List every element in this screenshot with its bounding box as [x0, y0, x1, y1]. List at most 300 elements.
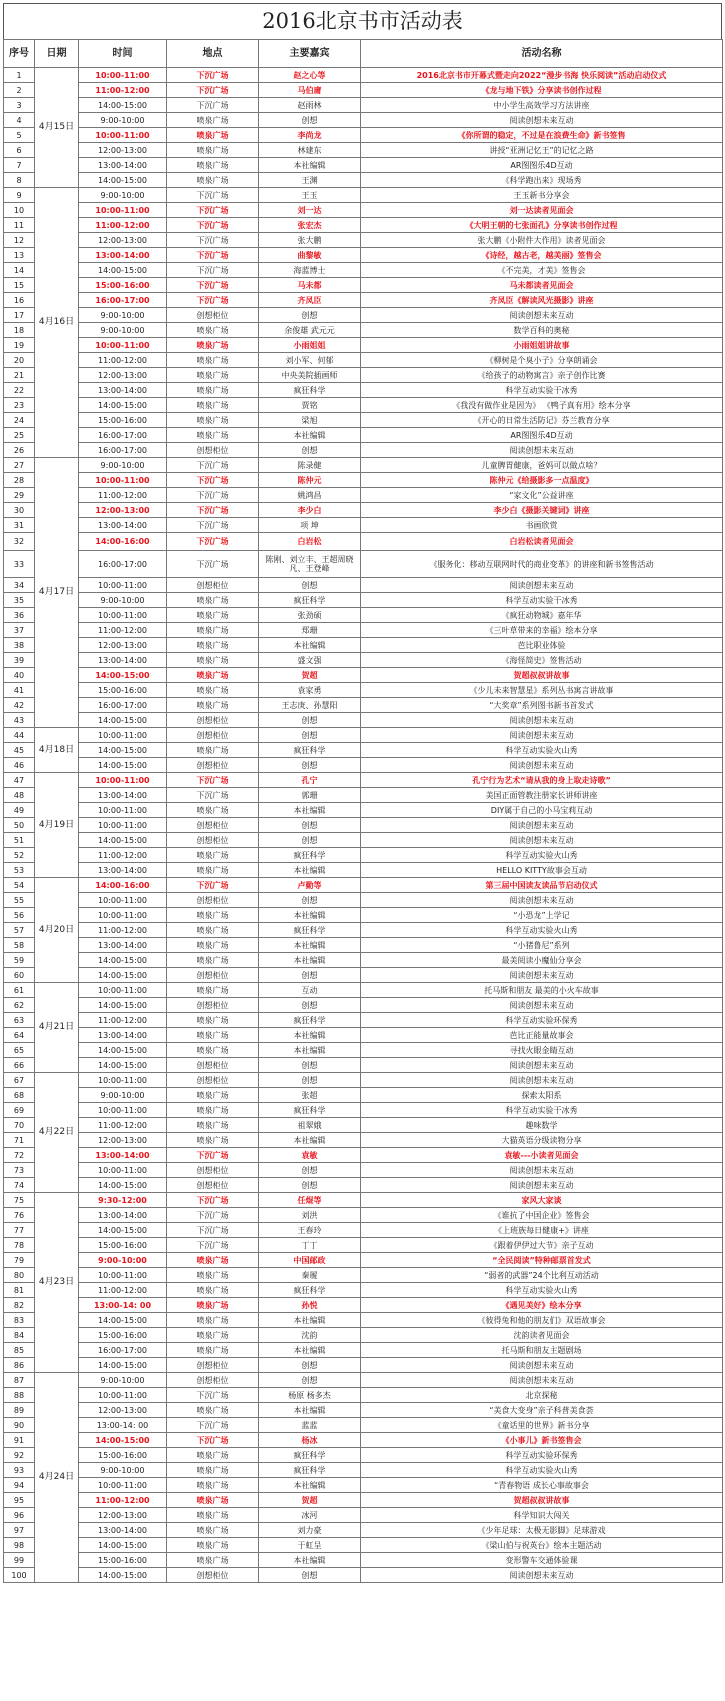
table-row — [4, 1148, 723, 1163]
seq-cell: 24 — [4, 413, 35, 428]
guest-cell: 王玉 — [259, 188, 361, 203]
time-cell: 14:00-15:00 — [79, 1313, 167, 1328]
place-cell: 喷泉广场 — [167, 1313, 259, 1328]
guest-cell: 杨冰 — [259, 1433, 361, 1448]
place-cell: 下沉广场 — [167, 1238, 259, 1253]
time-cell: 9:00-10:00 — [79, 308, 167, 323]
seq-cell: 48 — [4, 788, 35, 803]
time-cell: 14:00-15:00 — [79, 953, 167, 968]
seq-cell: 3 — [4, 98, 35, 113]
table-row — [4, 113, 723, 128]
time-cell: 15:00-16:00 — [79, 1238, 167, 1253]
guest-cell: 项 坤 — [259, 518, 361, 533]
seq-cell: 71 — [4, 1133, 35, 1148]
place-cell: 喷泉广场 — [167, 338, 259, 353]
activity-cell: 托马斯和朋友 最美的小火车故事 — [361, 983, 723, 998]
place-cell: 喷泉广场 — [167, 143, 259, 158]
activity-cell: “全民阅读”特种邮票首发式 — [361, 1253, 723, 1268]
table-row — [4, 293, 723, 308]
guest-cell: 袁敏 — [259, 1148, 361, 1163]
activity-cell: 讲授“亚洲记忆王”的记忆之路 — [361, 143, 723, 158]
seq-cell: 76 — [4, 1208, 35, 1223]
table-row — [4, 1058, 723, 1073]
seq-cell: 75 — [4, 1193, 35, 1208]
time-cell: 15:00-16:00 — [79, 413, 167, 428]
time-cell: 14:00-15:00 — [79, 1538, 167, 1553]
table-row — [4, 203, 723, 218]
place-cell: 喷泉广场 — [167, 353, 259, 368]
time-cell: 10:00-11:00 — [79, 1163, 167, 1178]
table-row — [4, 1343, 723, 1358]
activity-cell: 家风大家谈 — [361, 1193, 723, 1208]
time-cell: 15:00-16:00 — [79, 278, 167, 293]
activity-cell: 阅读创想未来互动 — [361, 758, 723, 773]
time-cell: 13:00-14:00 — [79, 1208, 167, 1223]
time-cell: 10:00-11:00 — [79, 818, 167, 833]
place-cell: 创想柜位 — [167, 968, 259, 983]
time-cell: 10:00-11:00 — [79, 893, 167, 908]
time-cell: 10:00-11:00 — [79, 128, 167, 143]
table-row — [4, 1073, 723, 1088]
time-cell: 10:00-11:00 — [79, 608, 167, 623]
table-row — [4, 1463, 723, 1478]
guest-cell: 本社编辑 — [259, 1403, 361, 1418]
table-row — [4, 518, 723, 533]
guest-cell: 疯狂科学 — [259, 1103, 361, 1118]
guest-cell: 盛文强 — [259, 653, 361, 668]
time-cell: 14:00-15:00 — [79, 968, 167, 983]
guest-cell: 本社编辑 — [259, 1478, 361, 1493]
guest-cell: 本社编辑 — [259, 953, 361, 968]
place-cell: 下沉广场 — [167, 473, 259, 488]
seq-cell: 19 — [4, 338, 35, 353]
guest-cell: 齐凤臣 — [259, 293, 361, 308]
place-cell: 喷泉广场 — [167, 1403, 259, 1418]
guest-cell: 祖翠娥 — [259, 1118, 361, 1133]
place-cell: 喷泉广场 — [167, 1298, 259, 1313]
time-cell: 13:00-14:00 — [79, 863, 167, 878]
guest-cell: 贺超 — [259, 1493, 361, 1508]
place-cell: 创想柜位 — [167, 893, 259, 908]
table-row — [4, 1358, 723, 1373]
time-cell: 10:00-11:00 — [79, 578, 167, 593]
place-cell: 创想柜位 — [167, 1358, 259, 1373]
activity-cell: 《龙与地下铁》分享读书创作过程 — [361, 83, 723, 98]
table-row — [4, 818, 723, 833]
activity-cell: 《三叶草带来的幸福》绘本分享 — [361, 623, 723, 638]
seq-cell: 36 — [4, 608, 35, 623]
table-row — [4, 248, 723, 263]
activity-cell: “弱者的武器”24个比利互动活动 — [361, 1268, 723, 1283]
activity-cell: 阅读创想未来互动 — [361, 1358, 723, 1373]
place-cell: 下沉广场 — [167, 503, 259, 518]
place-cell: 喷泉广场 — [167, 1553, 259, 1568]
activity-cell: 刘一达读者见面会 — [361, 203, 723, 218]
guest-cell: 创想 — [259, 1163, 361, 1178]
seq-cell: 13 — [4, 248, 35, 263]
time-cell: 14:00-15:00 — [79, 1058, 167, 1073]
time-cell: 11:00-12:00 — [79, 923, 167, 938]
guest-cell: 疯狂科学 — [259, 1283, 361, 1298]
table-row — [4, 1268, 723, 1283]
header-activity: 活动名称 — [361, 40, 723, 68]
guest-cell: 小雨姐姐 — [259, 338, 361, 353]
time-cell: 13:00-14: 00 — [79, 1298, 167, 1313]
guest-cell: 曲黎敏 — [259, 248, 361, 263]
guest-cell: 疯狂科学 — [259, 848, 361, 863]
table-row — [4, 458, 723, 473]
seq-cell: 18 — [4, 323, 35, 338]
seq-cell: 92 — [4, 1448, 35, 1463]
activity-cell: 阅读创想未来互动 — [361, 818, 723, 833]
seq-cell: 44 — [4, 728, 35, 743]
activity-cell: 阅读创想未来互动 — [361, 1073, 723, 1088]
activity-cell: 阅读创想未来互动 — [361, 833, 723, 848]
table-row — [4, 551, 723, 578]
table-row — [4, 713, 723, 728]
table-row — [4, 1193, 723, 1208]
guest-cell: 王渊 — [259, 173, 361, 188]
guest-cell: 创想 — [259, 1358, 361, 1373]
seq-cell: 61 — [4, 983, 35, 998]
activity-cell: 《不完美，才美》签售会 — [361, 263, 723, 278]
time-cell: 10:00-11:00 — [79, 1478, 167, 1493]
seq-cell: 37 — [4, 623, 35, 638]
table-row — [4, 773, 723, 788]
seq-cell: 65 — [4, 1043, 35, 1058]
place-cell: 下沉广场 — [167, 203, 259, 218]
guest-cell: 王春玲 — [259, 1223, 361, 1238]
time-cell: 16:00-17:00 — [79, 293, 167, 308]
guest-cell: 本社编辑 — [259, 1313, 361, 1328]
seq-cell: 63 — [4, 1013, 35, 1028]
time-cell: 13:00-14: 00 — [79, 1418, 167, 1433]
time-cell: 14:00-15:00 — [79, 743, 167, 758]
seq-cell: 91 — [4, 1433, 35, 1448]
time-cell: 14:00-15:00 — [79, 668, 167, 683]
activity-cell: 白岩松读者见面会 — [361, 533, 723, 551]
seq-cell: 5 — [4, 128, 35, 143]
seq-cell: 93 — [4, 1463, 35, 1478]
time-cell: 14:00-15:00 — [79, 398, 167, 413]
place-cell: 喷泉广场 — [167, 683, 259, 698]
activity-cell: 科学互动实验火山秀 — [361, 923, 723, 938]
date-cell: 4月22日 — [35, 1073, 79, 1193]
time-cell: 9:00-10:00 — [79, 323, 167, 338]
date-cell: 4月18日 — [35, 728, 79, 773]
time-cell: 10:00-11:00 — [79, 983, 167, 998]
place-cell: 创想柜位 — [167, 833, 259, 848]
time-cell: 13:00-14:00 — [79, 1148, 167, 1163]
place-cell: 下沉广场 — [167, 293, 259, 308]
table-row — [4, 1523, 723, 1538]
place-cell: 喷泉广场 — [167, 158, 259, 173]
seq-cell: 88 — [4, 1388, 35, 1403]
activity-cell: 《少儿未来智慧星》系列丛书寓言讲故事 — [361, 683, 723, 698]
seq-cell: 62 — [4, 998, 35, 1013]
guest-cell: 创想 — [259, 1178, 361, 1193]
guest-cell: 创想 — [259, 968, 361, 983]
table-row — [4, 398, 723, 413]
activity-cell: 科学互动实验干冰秀 — [361, 383, 723, 398]
guest-cell: 本社编辑 — [259, 1043, 361, 1058]
place-cell: 喷泉广场 — [167, 1253, 259, 1268]
seq-cell: 72 — [4, 1148, 35, 1163]
activity-cell: 寻找火眼金睛互动 — [361, 1043, 723, 1058]
place-cell: 喷泉广场 — [167, 323, 259, 338]
time-cell: 15:00-16:00 — [79, 683, 167, 698]
activity-cell: 《诗经，越古老，越美丽》签售会 — [361, 248, 723, 263]
activity-cell: 科学互动实验火山秀 — [361, 848, 723, 863]
seq-cell: 2 — [4, 83, 35, 98]
activity-cell: 贺超叔叔讲故事 — [361, 1493, 723, 1508]
place-cell: 下沉广场 — [167, 188, 259, 203]
table-row — [4, 428, 723, 443]
guest-cell: 白岩松 — [259, 533, 361, 551]
time-cell: 14:00-15:00 — [79, 758, 167, 773]
time-cell: 11:00-12:00 — [79, 623, 167, 638]
activity-cell: 阅读创想未来互动 — [361, 1178, 723, 1193]
place-cell: 下沉广场 — [167, 788, 259, 803]
table-row — [4, 353, 723, 368]
table-row — [4, 1373, 723, 1388]
place-cell: 创想柜位 — [167, 1163, 259, 1178]
activity-cell: 科学互动实验干冰秀 — [361, 1103, 723, 1118]
place-cell: 喷泉广场 — [167, 1133, 259, 1148]
guest-cell: 本社编辑 — [259, 863, 361, 878]
place-cell: 下沉广场 — [167, 1208, 259, 1223]
seq-cell: 21 — [4, 368, 35, 383]
place-cell: 下沉广场 — [167, 278, 259, 293]
place-cell: 喷泉广场 — [167, 1523, 259, 1538]
activity-cell: 阅读创想未来互动 — [361, 713, 723, 728]
table-row — [4, 233, 723, 248]
guest-cell: 蓝蓝 — [259, 1418, 361, 1433]
seq-cell: 96 — [4, 1508, 35, 1523]
guest-cell: 刘小军、何郁 — [259, 353, 361, 368]
guest-cell: 李尚龙 — [259, 128, 361, 143]
place-cell: 创想柜位 — [167, 443, 259, 458]
time-cell: 10:00-11:00 — [79, 68, 167, 83]
activity-cell: 阅读创想未来互动 — [361, 728, 723, 743]
seq-cell: 45 — [4, 743, 35, 758]
table-row — [4, 623, 723, 638]
activity-cell: HELLO KITTY故事会互动 — [361, 863, 723, 878]
table-row — [4, 1163, 723, 1178]
activity-cell: 芭比职业体验 — [361, 638, 723, 653]
seq-cell: 73 — [4, 1163, 35, 1178]
date-cell: 4月17日 — [35, 458, 79, 728]
seq-cell: 31 — [4, 518, 35, 533]
seq-cell: 26 — [4, 443, 35, 458]
place-cell: 喷泉广场 — [167, 428, 259, 443]
table-body — [4, 68, 723, 1583]
activity-cell: 孔宁行为艺术“请从我的身上取走诗歌” — [361, 773, 723, 788]
activity-cell: “家文化”公益讲座 — [361, 488, 723, 503]
seq-cell: 81 — [4, 1283, 35, 1298]
place-cell: 喷泉广场 — [167, 1268, 259, 1283]
guest-cell: 袁家勇 — [259, 683, 361, 698]
table-row — [4, 893, 723, 908]
date-cell: 4月16日 — [35, 188, 79, 458]
place-cell: 创想柜位 — [167, 713, 259, 728]
time-cell: 10:00-11:00 — [79, 473, 167, 488]
table-row — [4, 833, 723, 848]
time-cell: 14:00-15:00 — [79, 833, 167, 848]
time-cell: 9:00-10:00 — [79, 1088, 167, 1103]
table-row — [4, 668, 723, 683]
place-cell: 喷泉广场 — [167, 803, 259, 818]
guest-cell: 创想 — [259, 818, 361, 833]
seq-cell: 11 — [4, 218, 35, 233]
header-date: 日期 — [35, 40, 79, 68]
place-cell: 喷泉广场 — [167, 1448, 259, 1463]
guest-cell: 本社编辑 — [259, 1133, 361, 1148]
seq-cell: 52 — [4, 848, 35, 863]
guest-cell: 张劲硕 — [259, 608, 361, 623]
place-cell: 下沉广场 — [167, 233, 259, 248]
time-cell: 9:00-10:00 — [79, 113, 167, 128]
seq-cell: 58 — [4, 938, 35, 953]
guest-cell: 创想 — [259, 998, 361, 1013]
activity-cell: 阅读创想未来互动 — [361, 1163, 723, 1178]
guest-cell: 本社编辑 — [259, 1028, 361, 1043]
table-row — [4, 878, 723, 893]
place-cell: 喷泉广场 — [167, 668, 259, 683]
activity-cell: 贺超叔叔讲故事 — [361, 668, 723, 683]
guest-cell: 创想 — [259, 1373, 361, 1388]
table-row — [4, 218, 723, 233]
activity-cell: AR图图乐4D互动 — [361, 428, 723, 443]
time-cell: 13:00-14:00 — [79, 1523, 167, 1538]
guest-cell: 张大鹏 — [259, 233, 361, 248]
time-cell: 16:00-17:00 — [79, 698, 167, 713]
table-row — [4, 1013, 723, 1028]
table-row — [4, 1088, 723, 1103]
guest-cell: 孔宁 — [259, 773, 361, 788]
place-cell: 下沉广场 — [167, 1148, 259, 1163]
activity-cell: 王玉新书分享会 — [361, 188, 723, 203]
table-row — [4, 743, 723, 758]
guest-cell: 本社编辑 — [259, 1553, 361, 1568]
place-cell: 下沉广场 — [167, 518, 259, 533]
activity-cell: 科学互动实验环保秀 — [361, 1448, 723, 1463]
place-cell: 下沉广场 — [167, 1223, 259, 1238]
place-cell: 创想柜位 — [167, 1058, 259, 1073]
activity-cell: 数学百科的奥秘 — [361, 323, 723, 338]
activity-cell: 儿童脾胃健康，爸妈可以做点啥？ — [361, 458, 723, 473]
time-cell: 12:00-13:00 — [79, 233, 167, 248]
guest-cell: 张超 — [259, 1088, 361, 1103]
seq-cell: 60 — [4, 968, 35, 983]
seq-cell: 35 — [4, 593, 35, 608]
table-row — [4, 953, 723, 968]
seq-cell: 14 — [4, 263, 35, 278]
guest-cell: 本社编辑 — [259, 158, 361, 173]
guest-cell: 创想 — [259, 893, 361, 908]
time-cell: 14:00-16:00 — [79, 878, 167, 893]
time-cell: 9:30-12:00 — [79, 1193, 167, 1208]
table-row — [4, 1493, 723, 1508]
time-cell: 10:00-11:00 — [79, 203, 167, 218]
guest-cell: 贾铭 — [259, 398, 361, 413]
place-cell: 下沉广场 — [167, 1388, 259, 1403]
table-row — [4, 1223, 723, 1238]
place-cell: 下沉广场 — [167, 1193, 259, 1208]
seq-cell: 87 — [4, 1373, 35, 1388]
time-cell: 14:00-15:00 — [79, 263, 167, 278]
activity-cell: 阅读创想未来互动 — [361, 578, 723, 593]
guest-cell: 创想 — [259, 1058, 361, 1073]
time-cell: 14:00-16:00 — [79, 533, 167, 551]
table-row — [4, 1028, 723, 1043]
table-row — [4, 608, 723, 623]
time-cell: 11:00-12:00 — [79, 1283, 167, 1298]
time-cell: 14:00-15:00 — [79, 713, 167, 728]
place-cell: 下沉广场 — [167, 68, 259, 83]
guest-cell: 疯狂科学 — [259, 743, 361, 758]
activity-cell: 《给孩子的动物寓言》亲子创作比赛 — [361, 368, 723, 383]
guest-cell: 赵之心等 — [259, 68, 361, 83]
place-cell: 下沉广场 — [167, 248, 259, 263]
table-row — [4, 1133, 723, 1148]
place-cell: 喷泉广场 — [167, 908, 259, 923]
place-cell: 喷泉广场 — [167, 983, 259, 998]
activity-cell: 《上班族每日健康+》讲座 — [361, 1223, 723, 1238]
seq-cell: 66 — [4, 1058, 35, 1073]
table-row — [4, 1283, 723, 1298]
seq-cell: 78 — [4, 1238, 35, 1253]
place-cell: 喷泉广场 — [167, 173, 259, 188]
guest-cell: 创想 — [259, 758, 361, 773]
seq-cell: 95 — [4, 1493, 35, 1508]
activity-cell: 《大明王朝的七张面孔》分享读书创作过程 — [361, 218, 723, 233]
schedule-document — [3, 3, 722, 1583]
guest-cell: 本社编辑 — [259, 638, 361, 653]
table-row — [4, 1103, 723, 1118]
guest-cell: 疯狂科学 — [259, 1013, 361, 1028]
seq-cell: 89 — [4, 1403, 35, 1418]
seq-cell: 34 — [4, 578, 35, 593]
guest-cell: 任焜等 — [259, 1193, 361, 1208]
place-cell: 下沉广场 — [167, 773, 259, 788]
activity-cell: 科学互动实验火山秀 — [361, 743, 723, 758]
place-cell: 喷泉广场 — [167, 1493, 259, 1508]
activity-cell: 《海怪简史》签售活动 — [361, 653, 723, 668]
seq-cell: 64 — [4, 1028, 35, 1043]
time-cell: 15:00-16:00 — [79, 1553, 167, 1568]
guest-cell: 丁丁 — [259, 1238, 361, 1253]
table-row — [4, 1403, 723, 1418]
guest-cell: 孙悦 — [259, 1298, 361, 1313]
time-cell: 16:00-17:00 — [79, 1343, 167, 1358]
activity-cell: “青春物语 成长心事故事会 — [361, 1478, 723, 1493]
seq-cell: 82 — [4, 1298, 35, 1313]
table-row — [4, 1508, 723, 1523]
table-row — [4, 1448, 723, 1463]
place-cell: 喷泉广场 — [167, 368, 259, 383]
time-cell: 14:00-15:00 — [79, 998, 167, 1013]
place-cell: 创想柜位 — [167, 728, 259, 743]
seq-cell: 8 — [4, 173, 35, 188]
date-cell: 4月19日 — [35, 773, 79, 878]
table-row — [4, 1418, 723, 1433]
time-cell: 10:00-11:00 — [79, 1388, 167, 1403]
activity-cell: 阅读创想未来互动 — [361, 998, 723, 1013]
seq-cell: 47 — [4, 773, 35, 788]
guest-cell: 疯狂科学 — [259, 593, 361, 608]
header-place: 地点 — [167, 40, 259, 68]
